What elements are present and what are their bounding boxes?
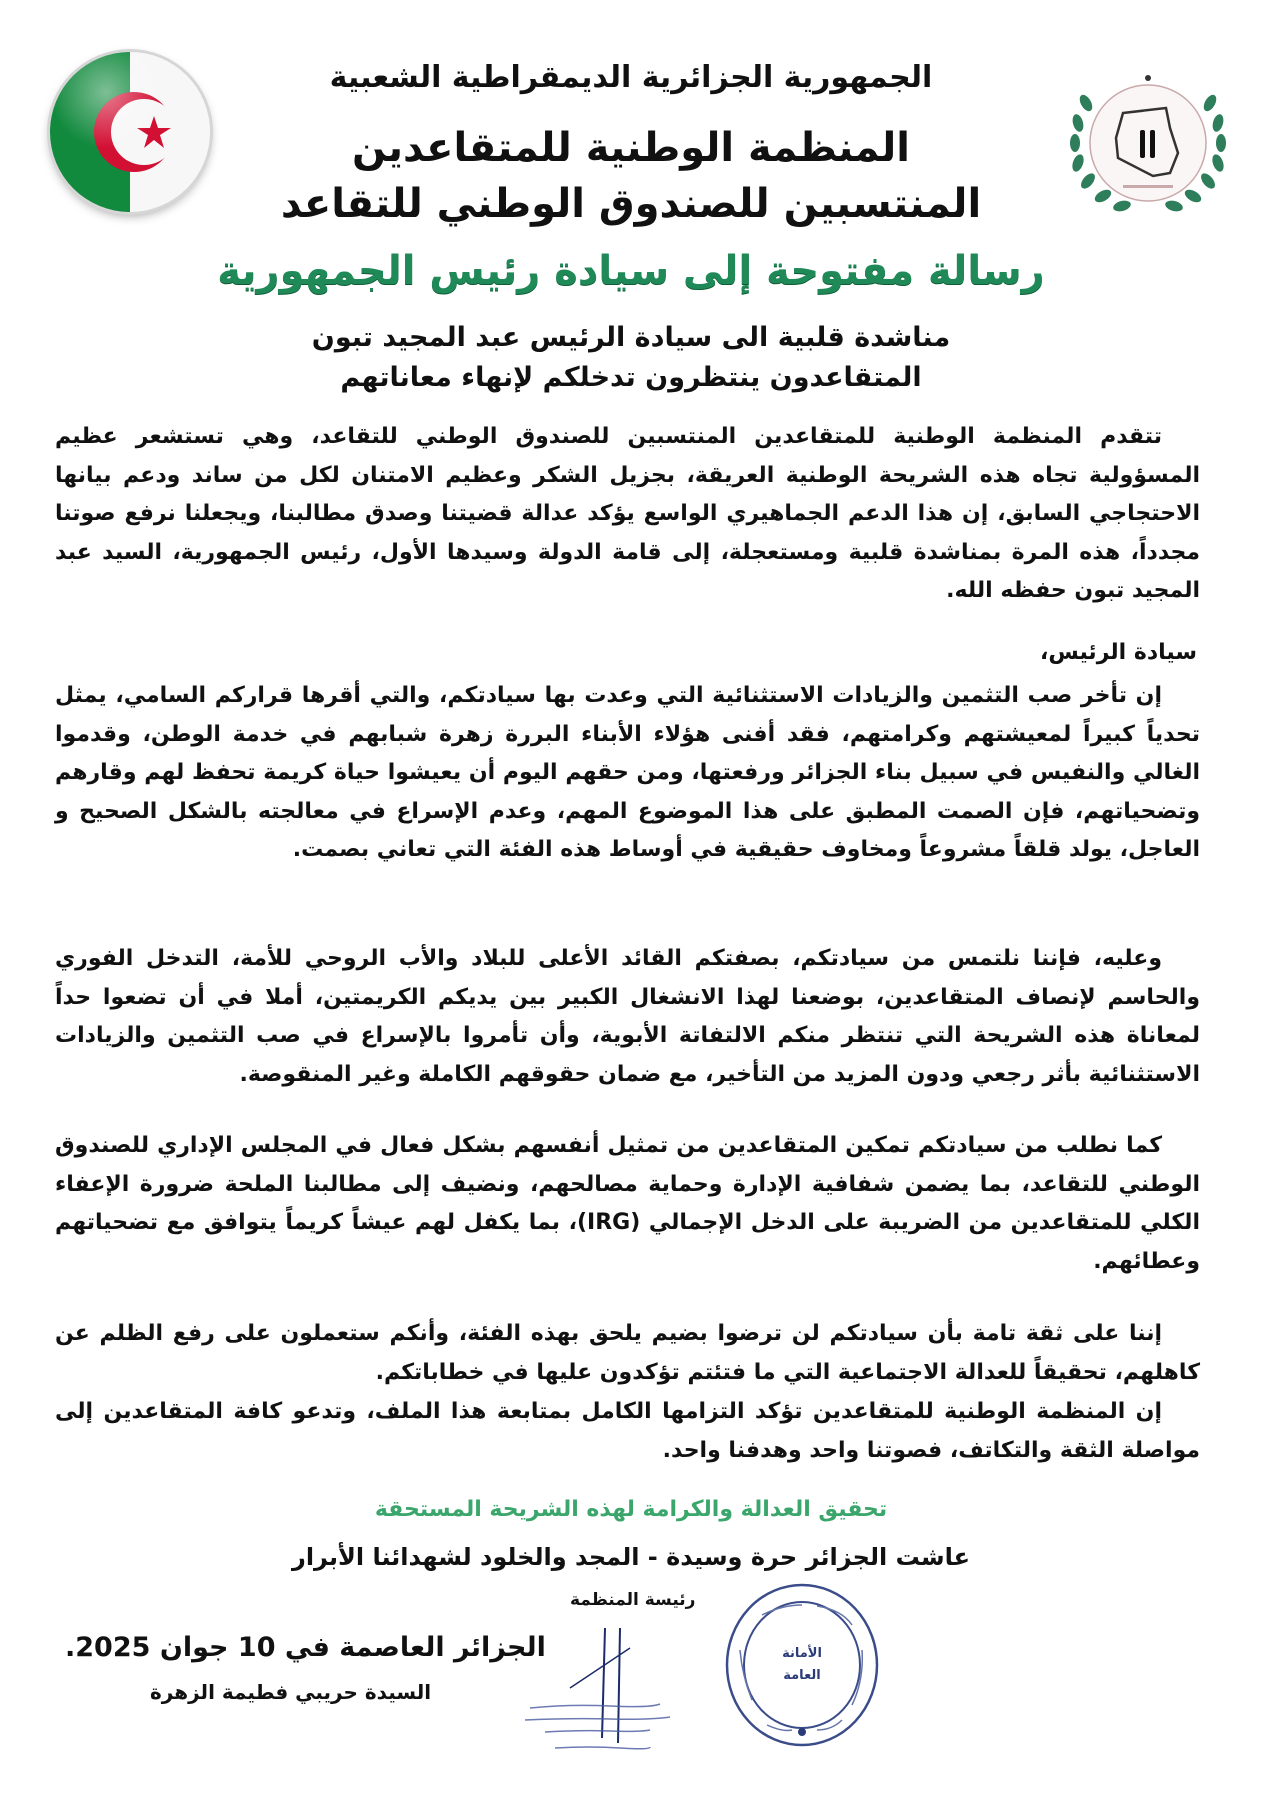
paragraph-6: إن المنظمة الوطنية للمتقاعدين تؤكد التزامها الكامل بمتابعة هذا الملف، وتدعو كافة المتقاعدين إلى مواصلة الثقة والتكاتف، فصوتنا واحد وهدفنا واحد. — [55, 1399, 1200, 1463]
signatory-name: السيدة حريبي فطيمة الزهرة — [150, 1680, 432, 1704]
org-name-line1: المنظمة الوطنية للمتقاعدين — [352, 125, 910, 171]
official-stamp-icon — [722, 1580, 882, 1750]
paragraph-5: إننا على ثقة تامة بأن سيادتكم لن ترضوا بضيم يلحق بهذه الفئة، وأنكم ستعملون على رفع الظلم عن كاهلهم، تحقيقاً للعدالة الاجتماعية التي ما فتئتم تؤكدون عليها في خطاباتكم. — [55, 1321, 1200, 1385]
stamp-line2: العامة — [783, 1668, 821, 1683]
republic-heading: الجمهورية الجزائرية الديمقراطية الشعبية — [329, 60, 933, 95]
paragraph-2: إن تأخر صب التثمين والزيادات الاستثنائية التي وعدت بها سيادتكم، والتي أقرها قراركم السامي، يمثل تحدياً كبيراً لمعيشتهم وكرامتهم، فقد أفنى هؤلاء الأبناء البررة زهرة شبابهم في خدمة الوطن، وقدموا الغالي والنفيس في سبيل بناء الجزائر ورفعتها، ومن حقهم اليوم أن يعيشوا حياة كريمة تحفظ لهم وقارهم وتضحياتهم، فإن الصمت المطبق على هذا الموضوع المهم، وعدم الإسراع في معالجته بالشكل الصحيح و العاجل، يولد قلقاً مشروعاً ومخاوف حقيقية في أوساط هذه الفئة التي تعاني بصمت. — [55, 683, 1200, 862]
signature-icon — [510, 1618, 690, 1768]
place-and-date: الجزائر العاصمة في 10 جوان 2025. — [65, 1632, 546, 1663]
subtitle-line2: المتقاعدون ينتظرون تدخلكم لإنهاء معاناتهم — [340, 362, 922, 393]
paragraph-1: تتقدم المنظمة الوطنية للمتقاعدين المنتسبين للصندوق الوطني للتقاعد، وهي تستشعر عظيم المسؤولية تجاه هذه الشريحة الوطنية العريقة، بجزيل الشكر وعظيم الامتنان لكل من ساند ودعم بيانها الاحتجاجي السابق، إن هذا الدعم الجماهيري الواسع يؤكد عدالة قضيتنا وصدق مطالبنا، ويجعلنا نرفع صوتنا مجدداً، هذه المرة بمناشدة قلبية ومستعجلة، إلى قامة الدولة وسيدها الأول، رئيس الجمهورية، السيد عبد المجيد تبون حفظه الله. — [55, 424, 1200, 603]
closing-motto: عاشت الجزائر حرة وسيدة - المجد والخلود لشهدائنا الأبرار — [292, 1543, 970, 1571]
letter-title: رسالة مفتوحة إلى سيادة رئيس الجمهورية — [217, 248, 1045, 294]
signatory-role: رئيسة المنظمة — [570, 1590, 696, 1610]
org-name-line2: المنتسبين للصندوق الوطني للتقاعد — [280, 181, 982, 227]
stamp-line1: الأمانة — [782, 1646, 822, 1661]
closing-slogan: تحقيق العدالة والكرامة لهذه الشريحة المستحقة — [374, 1497, 888, 1522]
paragraph-3: وعليه، فإننا نلتمس من سيادتكم، بصفتكم القائد الأعلى للبلاد والأب الروحي للأمة، التدخل الفوري والحاسم لإنصاف المتقاعدين، بوضعنا لهذا الانشغال الكبير بين يديكم الكريمتين، أملا في أن تضعوا حداً لمعاناة هذه الشريحة التي تنتظر منكم الالتفاتة الأبوية، وأن تأمروا بالإسراع في صب التثمين والزيادات الاستثنائية بأثر رجعي ودون المزيد من التأخير، مع ضمان حقوقهم الكاملة وغير المنقوصة. — [55, 946, 1200, 1087]
subtitle-line1: مناشدة قلبية الى سيادة الرئيس عبد المجيد تبون — [311, 322, 951, 353]
paragraph-4: كما نطلب من سيادتكم تمكين المتقاعدين من تمثيل أنفسهم بشكل فعال في المجلس الإداري للصندوق الوطني للتقاعد، بما يضمن شفافية الإدارة وحماية مصالحهم، ونضيف إلى مطالبنا الملحة ضرورة الإعفاء الكلي للمتقاعدين من الضريبة على الدخل الإجمالي (IRG)، بما يكفل لهم عيشاً كريماً يتوافق مع تضحياتهم وعطائهم. — [55, 1133, 1200, 1274]
salutation: سيادة الرئيس، — [1040, 640, 1197, 665]
